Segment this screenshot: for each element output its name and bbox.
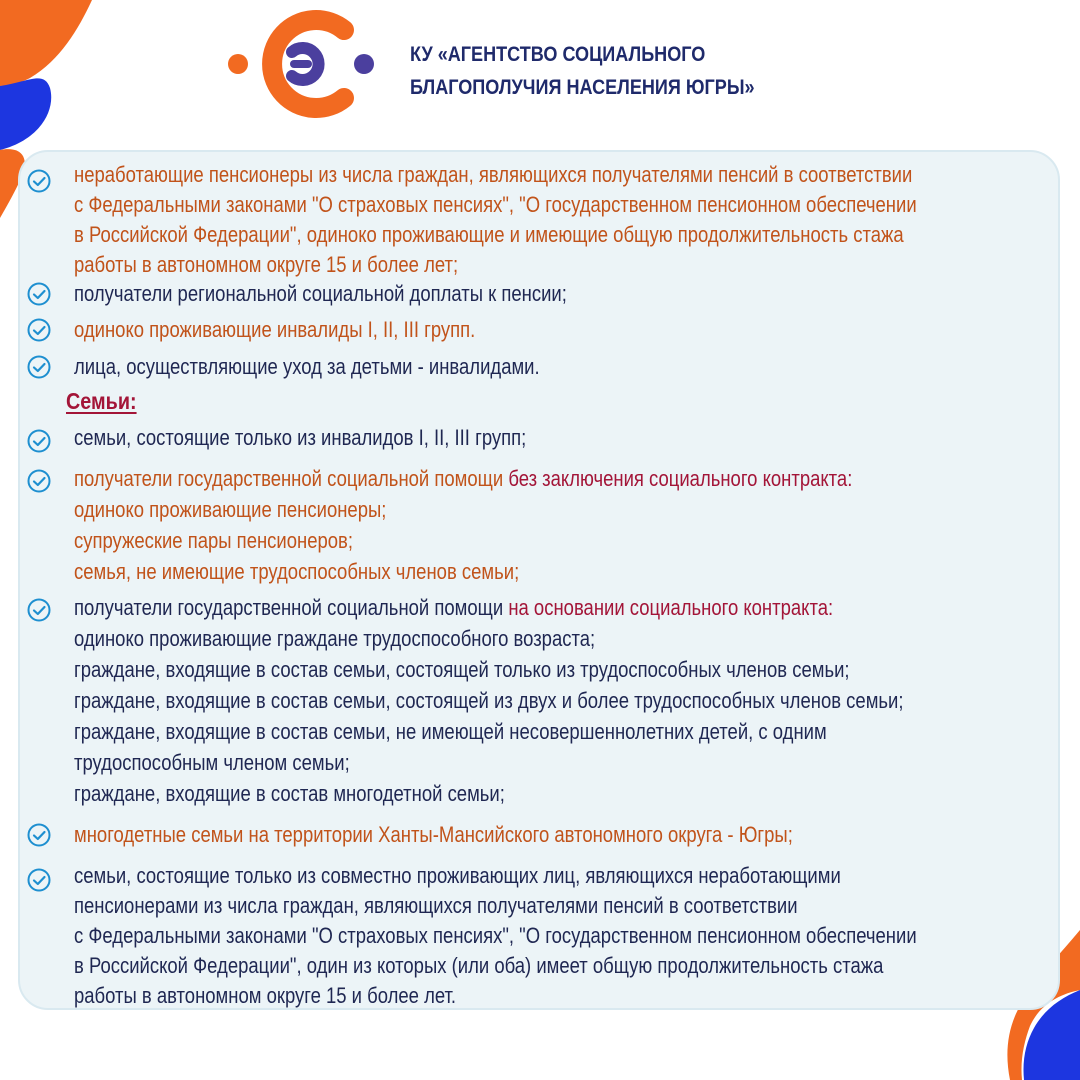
check-circle-icon: [26, 468, 52, 494]
check-circle-icon: [26, 168, 52, 194]
check-circle-icon: [26, 867, 52, 893]
check-circle-icon: [26, 428, 52, 454]
item-text-line: одиноко проживающие граждане трудоспособного возраста;: [74, 626, 596, 651]
item-lead-highlight: на основании социального контракта:: [508, 595, 834, 620]
item-text-line: граждане, входящие в состав семьи, состоящей только из трудоспособных членов семьи;: [74, 657, 850, 682]
item-text-line: трудоспособным членом семьи;: [74, 750, 350, 775]
item-text-line: в Российской Федерации", один из которых (или оба) имеет общую продолжительность стажа: [74, 953, 884, 978]
item-text-line: неработающие пенсионеры из числа граждан, являющихся получателями пенсий в соответствии: [74, 162, 913, 187]
check-circle-icon: [26, 281, 52, 307]
item-text-line: лица, осуществляющие уход за детьми - инвалидами.: [74, 354, 540, 379]
item-lead-highlight: без заключения социального контракта:: [508, 466, 853, 491]
item-text-line: работы в автономном округе 15 и более лет.: [74, 983, 457, 1008]
item-text-line: семья, не имеющие трудоспособных членов семьи;: [74, 559, 520, 584]
check-circle-icon: [26, 597, 52, 623]
check-circle-icon: [26, 317, 52, 343]
item-lead-text: получатели государственной социальной помощи: [74, 595, 509, 620]
organization-name-line-1: КУ «АГЕНТСТВО СОЦИАЛЬНОГО: [410, 43, 706, 66]
item-text-line: с Федеральными законами "О страховых пенсиях", "О государственном пенсионном обеспечении: [74, 923, 917, 948]
item-text-line: граждане, входящие в состав семьи, не имеющей несовершеннолетних детей, с одним: [74, 719, 827, 744]
item-lead-text: получатели государственной социальной помощи: [74, 466, 509, 491]
item-text-line: граждане, входящие в состав многодетной семьи;: [74, 781, 505, 806]
item-text-line: семьи, состоящие только из совместно проживающих лиц, являющихся неработающими: [74, 863, 841, 888]
organization-name-line-2: БЛАГОПОЛУЧИЯ НАСЕЛЕНИЯ ЮГРЫ»: [410, 76, 755, 99]
item-text-line: многодетные семьи на территории Ханты-Мансийского автономного округа - Югры;: [74, 822, 793, 847]
item-text-line: в Российской Федерации", одиноко проживающие и имеющие общую продолжительность стажа: [74, 222, 904, 247]
item-lead-line: [74, 592, 903, 623]
item-text-line: супружеские пары пенсионеров;: [74, 528, 354, 553]
item-text-line: граждане, входящие в состав семьи, состоящей из двух и более трудоспособных членов семьи;: [74, 688, 904, 713]
check-circle-icon: [26, 354, 52, 380]
item-text-line: работы в автономном округе 15 и более лет;: [74, 252, 459, 277]
item-text-line: получатели региональной социальной доплаты к пенсии;: [74, 281, 567, 306]
item-text-line: одиноко проживающие пенсионеры;: [74, 497, 387, 522]
item-lead-line: [74, 463, 852, 494]
item-text-line: с Федеральными законами "О страховых пенсиях", "О государственном пенсионном обеспечении: [74, 192, 917, 217]
section-title-families: Семьи:: [66, 388, 137, 414]
check-circle-icon: [26, 822, 52, 848]
item-text-line: пенсионерами из числа граждан, являющихся получателями пенсий в соответствии: [74, 893, 798, 918]
item-text-line: одиноко проживающие инвалиды I, II, III групп.: [74, 317, 476, 342]
item-text-line: семьи, состоящие только из инвалидов I, II, III групп;: [74, 425, 527, 450]
